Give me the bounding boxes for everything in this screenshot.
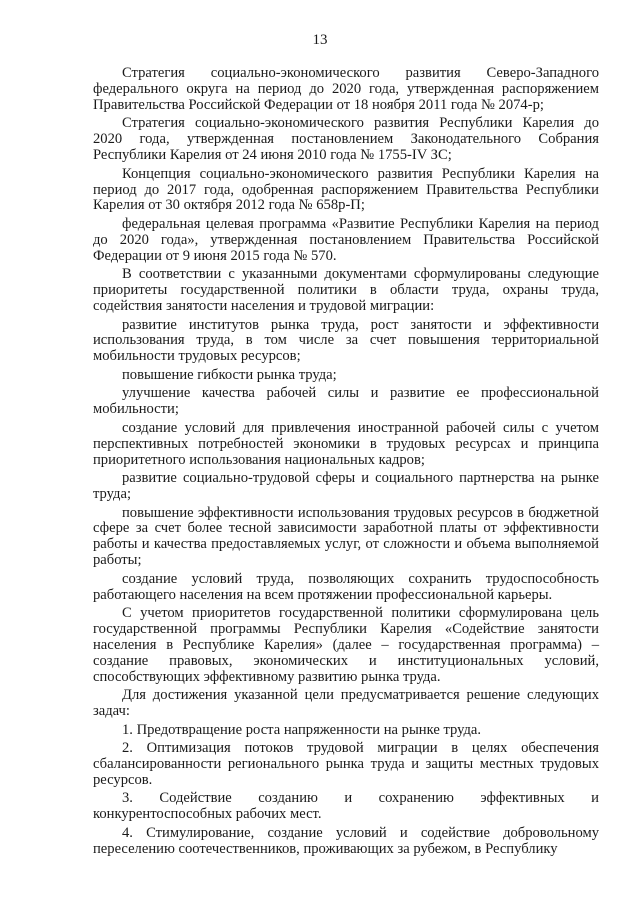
page-number: 13 bbox=[312, 32, 328, 48]
task-item: 1. Предотвращение роста напряженности на рынке труда. bbox=[122, 721, 482, 738]
paragraph-tasks-intro: Для достижения указанной цели предусматривается решение следующих задач: bbox=[93, 687, 599, 720]
paragraph-federal-program: федеральная целевая программа «Развитие Республики Карелия на период до 2020 года», утвержденная постановлением Правительства Российской Федерации от 9 июня 2015 года № 570. bbox=[93, 215, 599, 264]
task-item: 3. Содействие созданию и сохранению эффективных и конкурентоспособных рабочих мест. bbox=[93, 790, 599, 823]
paragraph-strategy-karelia: Стратегия социально-экономического развития Республики Карелия до 2020 года, утвержденная постановлением Законодательного Собрания Республики Карелия от 24 июня 2010 года № 1755-IV ЗС; bbox=[93, 115, 599, 164]
paragraph-strategy-nw-district: Стратегия социально-экономического развития Северо-Западного федерального округа на период до 2020 года, утвержденная распоряжением Правительства Российской Федерации от 18 ноября 2011 года № 2074-р; bbox=[93, 65, 599, 113]
paragraph-program-goal: С учетом приоритетов государственной политики сформулирована цель государственной программы Республики Карелия «Содействие занятости населения в Республике Карелия» (далее – государственная программа) – создание правовых, экономических и институциональных условий, способствующих эффективному развитию рынка труда. bbox=[93, 605, 599, 685]
paragraph-concept-karelia: Концепция социально-экономического развития Республики Карелия на период до 2017 года, одобренная распоряжением Правительства Республики Карелия от 30 октября 2012 года № 658р-П; bbox=[93, 165, 599, 214]
priority-item: создание условий для привлечения иностранной рабочей силы с учетом перспективных потребностей экономики в трудовых ресурсах и принципа приоритетного использования национальных кадров; bbox=[93, 419, 599, 468]
paragraph-priorities-intro: В соответствии с указанными документами сформулированы следующие приоритеты государственной политики в области труда, охраны труда, содействия занятости населения и трудовой миграции: bbox=[93, 266, 599, 315]
priority-item: улучшение качества рабочей силы и развитие ее профессиональной мобильности; bbox=[93, 385, 599, 418]
priority-item: развитие социально-трудовой сферы и социального партнерства на рынке труда; bbox=[93, 470, 599, 502]
priority-item: создание условий труда, позволяющих сохранить трудоспособность работающего населения на всем протяжении профессиональной карьеры. bbox=[93, 570, 599, 603]
priority-item: повышение эффективности использования трудовых ресурсов в бюджетной сфере за счет более тесной зависимости заработной платы от эффективности работы и качества предоставляемых услуг, от сложности и объема выполняемой работы; bbox=[93, 504, 599, 569]
task-item: 2. Оптимизация потоков трудовой миграции в целях обеспечения сбалансированности регионального рынка труда и защиты местных трудовых ресурсов. bbox=[93, 740, 599, 788]
priority-item: развитие институтов рынка труда, рост занятости и эффективности использования труда, в том числе за счет повышения территориальной мобильности трудовых ресурсов; bbox=[93, 316, 599, 365]
priority-item: повышение гибкости рынка труда; bbox=[122, 366, 337, 383]
task-item: 4. Стимулирование, создание условий и содействие добровольному переселению соотечественников, проживающих за рубежом, в Республику bbox=[93, 824, 599, 857]
body-text bbox=[93, 66, 599, 860]
